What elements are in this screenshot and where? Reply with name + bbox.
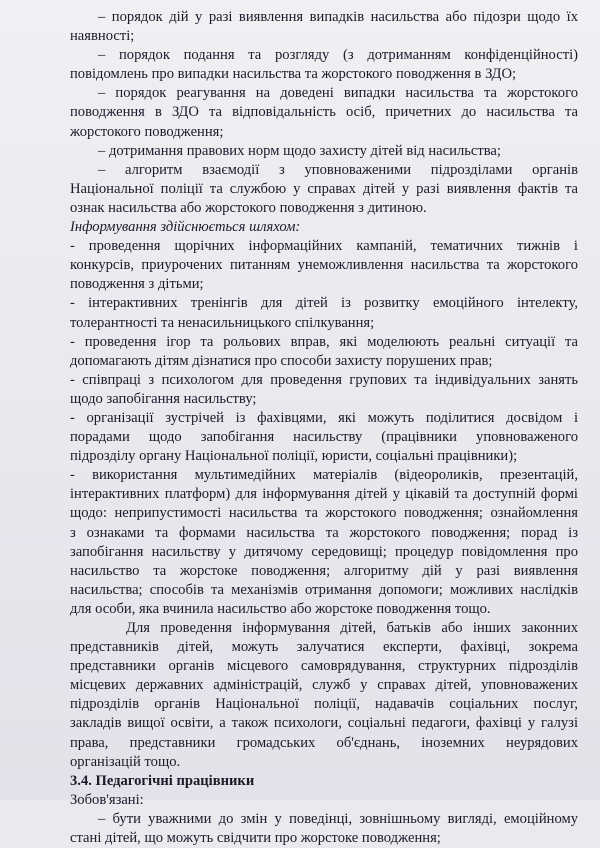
text-line: підрозділу органу Національної поліції, юристи, соціальні працівники); — [70, 448, 518, 465]
text-line: організацій тощо. — [70, 753, 181, 770]
text-line: Інформування здійснюється шляхом: — [70, 219, 301, 236]
text-line: - інтерактивних тренінгів для дітей із розвитку емоційного інтелекту, — [70, 295, 578, 312]
text-line: толерантності та ненасильницького спілкування; — [70, 314, 375, 331]
text-line: - проведення ігор та рольових вправ, які моделюють реальні ситуації та — [70, 333, 578, 350]
text-line: закладів вищої освіти, а також психологи, соціальні педагоги, фахівці у галузі — [70, 715, 578, 732]
text-line: конкурсів, приурочених питанням унеможливлення насильства та жорстокого — [70, 257, 578, 274]
text-line: допомагають дітям дізнатися про способи захисту порушених прав; — [70, 352, 493, 369]
text-line: представники органів місцевого самоврядування, структурних підрозділів — [70, 658, 578, 675]
text-line: підрозділів органів Національної поліції, надавачів соціальних послуг, — [70, 696, 578, 713]
text-line: ознак насильства або жорстокого поводження з дитиною. — [70, 199, 427, 216]
text-line: – дотримання правових норм щодо захисту дітей від насильства; — [98, 142, 501, 159]
text-line: інтерактивних платформ) для інформування дітей у цікавій та доступній формі — [70, 486, 578, 503]
text-line: з ознаками та формами насильства та жорстокого поводження; порад із — [70, 524, 578, 541]
text-line: поводження в ЗДО та відповідальність осіб, причетних до насильства та — [70, 104, 578, 121]
text-line: - організації зустрічей із фахівцями, які можуть поділитися досвідом і — [70, 409, 578, 426]
text-line: – алгоритм взаємодії з уповноваженими підрозділами органів — [98, 161, 578, 178]
text-line: порадами щодо запобігання насильству (працівники уповноваженого — [70, 429, 578, 446]
text-line: Для проведення інформування дітей, батьків або інших законних — [126, 620, 578, 636]
text-line: 3.4. Педагогічні працівники — [70, 772, 255, 789]
text-line: для особи, яка вчинила насильство або жорстоке поводження тощо. — [70, 600, 491, 617]
text-line: жорстокого поводження; — [70, 123, 224, 140]
document-body — [70, 8, 578, 848]
text-line: насильство та жорстоке поводження; алгоритму дій у разі виявлення — [70, 562, 578, 579]
text-line: запобігання насильству у дитячому середовищі; процедур повідомлення про — [70, 543, 578, 560]
text-line: права, представники громадських об'єднань, іноземних неурядових — [70, 734, 578, 751]
text-line: щодо запобігання насильству; — [70, 390, 257, 407]
text-line: поводження з дітьми; — [70, 276, 204, 293]
text-line: - використання мультимедійних матеріалів (відеороликів, презентацій, — [70, 467, 578, 484]
text-line: – порядок дій у разі виявлення випадків насильства або підозри щодо їх — [98, 9, 578, 25]
text-line: Зобов'язані: — [70, 791, 144, 808]
text-line: місцевих державних адміністрацій, служб у справах дітей, уповноважених — [70, 677, 578, 694]
text-line: наявності; — [70, 28, 135, 45]
text-line: насильства; способів та механізмів отримання допомоги; можливих наслідків — [70, 581, 578, 598]
text-line: стані дітей, що можуть свідчити про жорстоке поводження; — [70, 830, 441, 847]
text-line: - проведення щорічних інформаційних кампаній, тематичних тижнів і — [70, 238, 578, 255]
text-line: - співпраці з психологом для проведення групових та індивідуальних занять — [70, 371, 578, 388]
text-line: – бути уважними до змін у поведінці, зовнішньому вигляді, емоційному — [98, 810, 578, 827]
text-line: щодо: неприпустимості насильства та жорстокого поводження; ознайомлення — [70, 505, 578, 522]
text-line: – порядок реагування на доведені випадки насильства та жорстокого — [98, 85, 578, 102]
text-line: – порядок подання та розгляду (з дотриманням конфіденційності) — [98, 47, 578, 64]
text-line: Національної поліції та службою у справах дітей у разі виявлення фактів та — [70, 180, 578, 197]
text-line: повідомлень про випадки насильства та жорстокого поводження в ЗДО; — [70, 66, 517, 83]
text-line: представників дітей, можуть залучатися експерти, фахівці, зокрема — [70, 639, 578, 656]
